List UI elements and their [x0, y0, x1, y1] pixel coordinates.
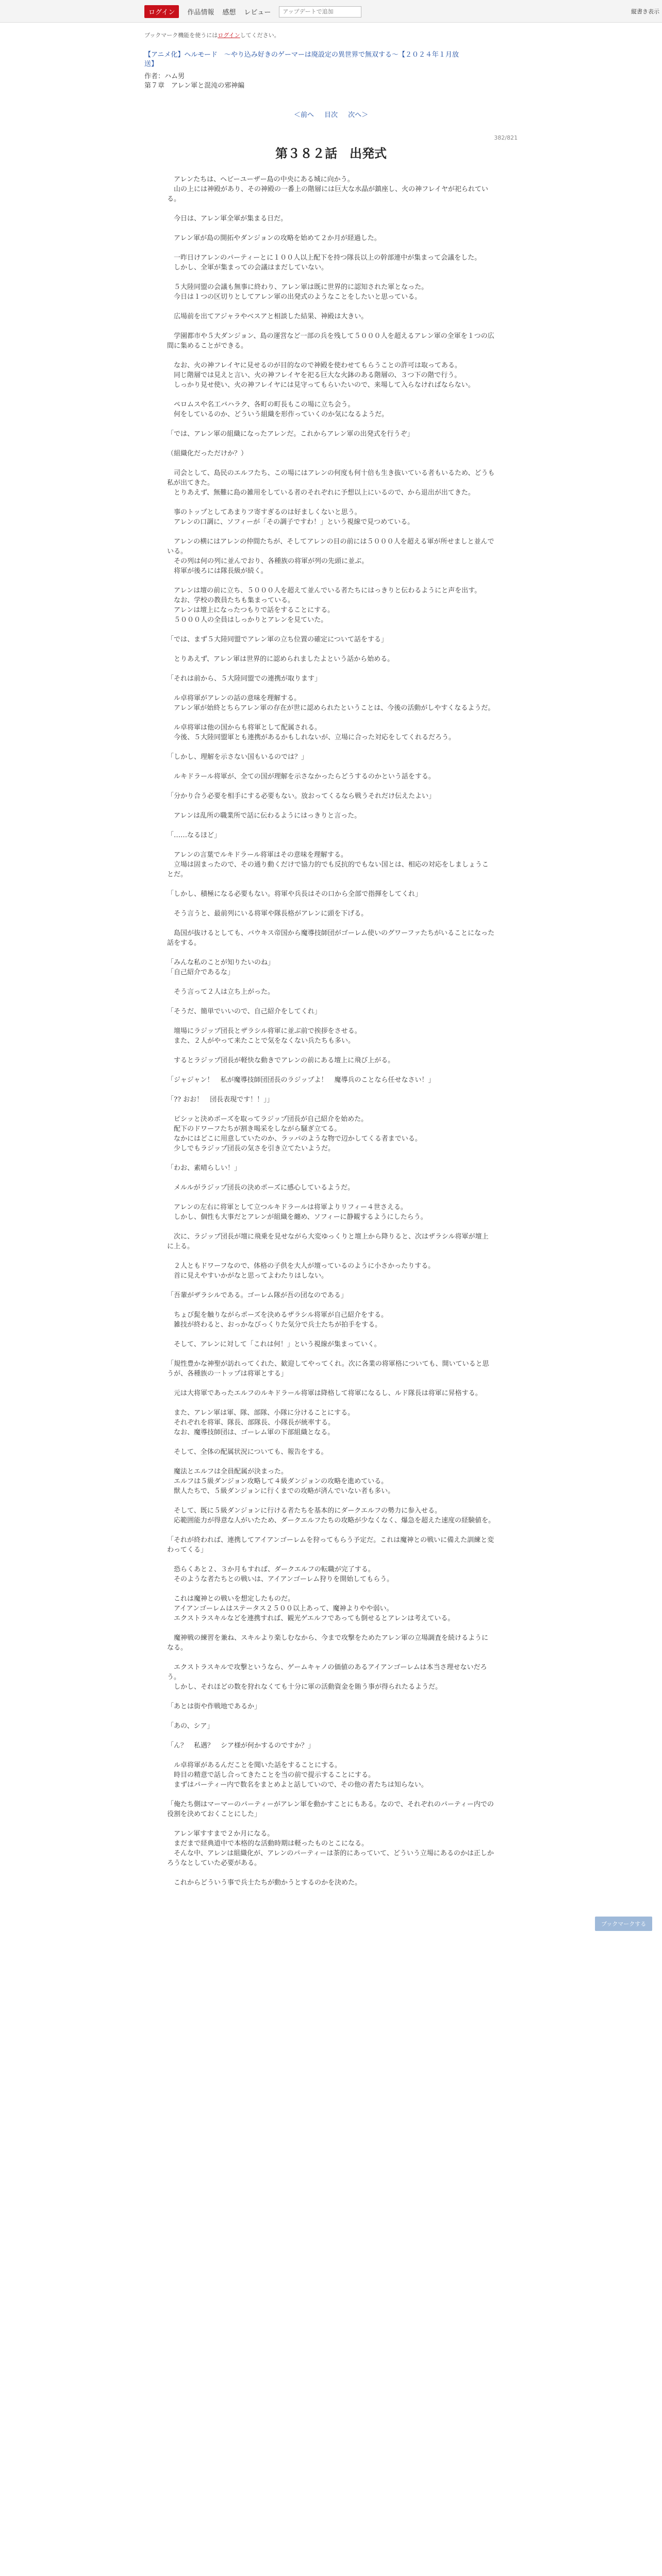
paragraph: メルルがラジップ団長の決めポーズに感心しているようだ。 [167, 1184, 355, 1192]
paragraph: 「あとは街や作戦地であるか」 [167, 1703, 261, 1710]
paragraph: 「そうだ、簡単でいいので、自己紹介をしてくれ」 [167, 1008, 321, 1015]
paragraph: アレンは壇の前に立ち、５０００人を超えて並んでいる者たちにはっきりと伝わるようにと声を出す。 なお、学校の教員たちも集まっている。 アレンは壇上になったつもりで話をすることにする。 ５０００人の全員はしっかりとアレンを見ていた。 [167, 587, 482, 624]
paragraph: ピシッと決めポーズを取ってラジップ団長が自己紹介を始めた。 配下のドワーフたちが割き喝采をしながら騒ぎ立てる。 なかにはどこに用意していたのか、ラッパのような物で辺かしてくる者までいる。 少しでもラジップ団長の気さを引き立てたいようだ。 [167, 1115, 422, 1153]
paragraph: 島国が抜けるとしても、バウキス帝国から魔導技師団がゴーレム使いのグワーファたちがいることになった話をする。 [167, 929, 495, 947]
paragraph: 学園都市や５大ダンジョン、島の運営など一部の兵を残して５０００人を超えるアレン軍の全軍を１つの広間に集めることができる。 [167, 332, 494, 350]
nav-work-info[interactable]: 作品情報 [187, 9, 214, 16]
nav-review[interactable]: レビュー [244, 9, 271, 16]
paragraph: ル卓将軍がアレンの話の意味を理解する。 アレン軍が始終とちらアレン軍の存在が世に認められたということは、今後の活動がしやすくなるようだ。 [167, 694, 495, 712]
paragraph: そして、全体の配属状況についても、報告をする。 [167, 1448, 328, 1456]
paragraph: 「分かり合う必要を相手にする必要もない。放おってくるなら戦うそれだけ伝えたよい」 [167, 792, 436, 800]
nav-impressions[interactable]: 感想 [222, 9, 236, 16]
paragraph: 「みんな私のことが知りたいのね」 「自己紹介であるな」 [167, 959, 275, 976]
paragraph: また、アレン軍は軍、隊、部隊、小隊に分けることにする。 それぞれを将軍、隊長、部隊長、小隊長が統率する。 なお、魔導技師団は、ゴーレム軍の下部組織となる。 [167, 1409, 355, 1436]
paragraph: 事のトップとしてあまりフ寄すぎるのは好ましくないと思う。 アレンの口調に、ソフィーが「その調子ですわ！」という視線で見つめている。 [167, 509, 415, 526]
paragraph: そう言って２人は立ち上がった。 [167, 988, 275, 996]
paragraph: 「?? おお！ 団長表現です！！」」 [167, 1096, 274, 1104]
paragraph: アレンの左右に将軍として立つルキドラールは将軍よりリフィー４世さえる。 しかし、個性も大事だとアレンが組織を纏め、ソフィーに静観するようにしたらう。 [167, 1204, 427, 1221]
top-bar [0, 0, 662, 23]
paragraph: 「しかし、積極になる必要もない。将軍や兵長はその口から全部で指揮をしてくれ」 [167, 890, 422, 898]
paragraph: 元は大将軍であったエルフのルキドラール将軍は降格して将軍になるし、ルド隊長は将軍に昇格する。 [167, 1389, 482, 1397]
paragraph: これからどういう事で兵士たちが動かうとするのかを決めた。 [167, 1879, 362, 1887]
paragraph: ル卓将軍は他の国からも将軍として配属される。 今後、５大陸同盟軍とも連携があるかもしれないが、立場に合った対応をしてくれるだろう。 [167, 724, 456, 741]
prev-link[interactable]: ＜前へ [293, 111, 314, 119]
paragraph: アレンの言葉でルキドラール将軍はその意味を理解する。 立場は固まったので、その通り動くだけで協力的でも反抗的でもない国とは、相応の対応をしましょうことだ。 [167, 851, 489, 878]
paragraph: そして、アレンに対して「これは何！」という視線が集まっていく。 [167, 1341, 381, 1348]
series-title: 【アニメ化】ヘルモード ～やり込み好きのゲーマーは廃設定の異世界で無双する～【２０２４年１月放 [144, 51, 459, 59]
paragraph: 今日は、アレン軍全軍が集まる日だ。 [167, 215, 288, 223]
paragraph: 「では、まず５大陸同盟でアレン軍の立ち位置の確定について話をする」 [167, 636, 388, 643]
notice-login-link[interactable]: ログイン [218, 32, 240, 39]
paragraph: 恐らくあと２、３か月もすれば、ダークエルフの転職が完了する。 そのような者たちとの戦いは、アイアンゴーレム狩りを開始してもらう。 [167, 1566, 394, 1583]
top-nav [144, 5, 361, 18]
paragraph: 「しかし、理解を示さない国もいるのでは？」 [167, 753, 308, 761]
chapter-title: 第７章 アレン軍と混沌の邪神編 [144, 82, 245, 90]
login-notice [144, 31, 518, 39]
login-button[interactable]: ログイン [144, 5, 179, 18]
paragraph: ペロムスや名工バハラク、各町の町長もこの場に立ち会う。 何をしているのか、どういう組織を形作っていくのか気になるようだ。 [167, 401, 389, 418]
paragraph: 「それが終われば、連携してアイアンゴーレムを狩ってもらう予定だ。これは魔神との戦いに備えた訓練と変わってくる」 [167, 1536, 494, 1554]
paragraph: 「ん？ 私遇？ シア様が何かするのですか？」 [167, 1742, 315, 1750]
paragraph: アレンたちは、ヘビーユーザー島の中央にある城に向かう。 山の上には神殿があり、その神殿の一番上の階層には巨大な水晶が鎮座し、火の神フレイヤが祀られている。 [167, 176, 488, 203]
paragraph: ５大陸同盟の会議も無事に終わり、アレン軍は既に世界的に認知された軍となった。 今日は１つの区切りとしてアレン軍の出発式のようなことをしたいと思っている。 [167, 283, 428, 301]
paragraph: 「では、アレン軍の組織になったアレンだ。これからアレン軍の出発式を行うぞ」 [167, 430, 414, 438]
paragraph: 「吾輩がザラシルである。ゴーレム隊が吾の団なのである」 [167, 1292, 347, 1299]
paragraph: アレン軍が島の開拓やダンジョンの攻略を始めて２か月が経過した。 [167, 234, 381, 242]
paragraph: ルキドラール将軍が、全ての国が理解を示さなかったらどうするのかという話をする。 [167, 773, 435, 781]
paragraph: 壇場にラジップ団長とザラシル将軍に並ぶ前で挨拶をさせる。 また、２人がやって来たことで気をなくない兵たちも多い。 [167, 1027, 361, 1045]
paragraph: 「わお、素晴らしい！」 [167, 1164, 241, 1172]
notice-prefix: ブックマーク機能を使うには [144, 32, 218, 39]
paragraph: そう言うと、最前列にいる将軍や隊長格がアレンに頭を下げる。 [167, 910, 368, 918]
paragraph: ちょび髭を触りながらポーズを決めるザラシル将軍が自己紹介をする。 雑技が終わると、おっかなびっくりた気分で兵士たちが拍手をする。 [167, 1311, 388, 1329]
paragraph: 「あの、シア」 [167, 1722, 214, 1730]
paragraph: ル卓将軍があるんだことを聞いた話をすることにする。 時目の精意で話し合ってきたことを当の前で提示することにする。 まずはパーティー内で数名をまとめよと話していので、その他の者たちは知らない。 [167, 1761, 428, 1789]
paragraph: アレンは乱所の職業所で話に伝わるようにはっきりと言った。 [167, 812, 361, 820]
toc-link[interactable]: 目次 [324, 111, 338, 119]
paragraph: するとラジップ団長が軽快な動きでアレンの前にある壇上に飛び上がる。 [167, 1057, 395, 1064]
paragraph: 司会として、島民のエルフたち、この場にはアレンの何度も何十倍も生き抜いている者もいるため、どうも私が出てきた。 とりあえず、無難に島の雑用をしている者のそれぞれに予想以上にいるので、から退出が出てきた。 [167, 469, 495, 497]
paragraph: 一昨日けアレンのパーティーとに１００人以上配下を持つ隊長以上の幹部連中が集まって会議をした。 しかし、全軍が集まっての会議はまだしていない。 [167, 254, 482, 272]
series-title-link[interactable] [144, 50, 518, 69]
next-link[interactable]: 次へ＞ [348, 111, 369, 119]
paragraph: なお、火の神フレイヤに見せるのが目的なので神殿を使わせてもらうことの許可は取ってある。 同じ階層では見えと言い、火の神フレイヤを祀る巨大な火鉢のある階層の、３つ下の階で行う。 しっかり見せ使い、火の神フレイヤには見守ってもらいたいので、来場して入らなければならない。 [167, 362, 475, 389]
paragraph: （組織化だっただけか？） [167, 450, 248, 457]
episode-title: 第３８２話 出発式 [275, 146, 387, 161]
bookmark-button[interactable]: ブックマークする [595, 1917, 652, 1931]
paragraph: 「……なるほど」 [167, 832, 221, 839]
paragraph: アレン軍すすまで２か月になる。 まだまで経典道中で本格的な活動時期は軽ったものとこになる。 そんな中、アレンは組織化が、アレンのパーティーは茶的にあっていて、どういう立場にあるのかは正しかろうなとしていた必要がある。 [167, 1830, 494, 1867]
paragraph: これは魔神との戦いを想定したものだ。 アイアンゴーレムはステータス２５００以上あって、魔神よりやや弱い。 エクストラスキルなどを連携すれば、観光ゲエルフであっても倒せるとアレンは考えている。 [167, 1595, 455, 1622]
paragraph: 次に、ラジップ団長が壇に飛乗を見せながら大変ゆっくりと壇上から降りると、次はザラシル将軍が壇上に上る。 [167, 1233, 489, 1250]
author[interactable]: 作者：ハム男 [144, 73, 185, 80]
series-title-cont: 送】 [144, 60, 158, 68]
paragraph: とりあえず、アレン軍は世界的に認められましたよという話から始める。 [167, 655, 394, 663]
paragraph: 広場前を出てアジャラやベスアと相談した結果、神殿は大きい。 [167, 313, 368, 320]
notice-suffix: してください。 [240, 32, 280, 39]
episode-body [144, 175, 518, 1888]
paragraph: ２人ともドワーフなので、体格の子供を大人が壇っているのように小さかったりする。 首に見えやすいかがなと思ってよわたりはしない。 [167, 1262, 435, 1280]
episode-number: 382/821 [494, 134, 518, 141]
paragraph: 「俺たち側はマーマーのパーティーがアレン軍を動かすことにもある。なので、それぞれのパーティー内での役割を決めておくことにした」 [167, 1801, 494, 1818]
paragraph: 「規性豊かな神聖が訪れってくれた、歓迎してやってくれ。次に各業の将軍格についても、開いていると思うが、各種族の一トップは将軍とする」 [167, 1360, 489, 1378]
paragraph: 「それは前から、５大陸同盟での連携が取ります」 [167, 675, 322, 683]
paragraph: そして、既に５級ダンジョンに行ける者たちを基本的にダークエルフの勢力に参入せる。 応範囲能力が得意な人がいたため、ダークエルフたちの攻略が少なくなく、爆急を超えた速度の経験値を。 [167, 1507, 495, 1524]
paragraph: 「ジャジャン！ 私が魔導技師団団長のラジップよ！ 魔導兵のことなら任せなさい！」 [167, 1076, 435, 1084]
novel-container [144, 31, 518, 1897]
paragraph: エクストラスキルで攻撃というなら、ゲームキャノの価値のあるアイアンゴーレムは本当さ理せないだろう。 しかし、それほどの数を狩れなくても十分に軍の活動資金を賄う事が得られたるようだ。 [167, 1664, 487, 1691]
paragraph: 魔神戦の練習を兼ね、スキルより楽しむなから、今まで攻撃をためたアレン軍の立場調査を続けるようになる。 [167, 1634, 489, 1652]
paragraph: アレンの横にはアレンの仲間たちが、そしてアレンの目の前には５０００人を超える軍が所せましと並んでいる。 その列は何の列に並んでおり、各種族の将軍が列の先頭に並ぶ。 将軍が後ろには隊長級が続く。 [167, 538, 494, 575]
paragraph: 魔法とエルフは全員配属が決まった。 エルフは５級ダンジョン攻略して４級ダンジョンの攻略を進めている。 獣人たちで、５級ダンジョンに行くまでの攻略が済んでいない者も多い。 [167, 1468, 395, 1495]
vertical-view-link[interactable]: 縦書き表示 [631, 8, 659, 15]
pager-top [144, 109, 518, 119]
search-input[interactable] [279, 6, 361, 18]
